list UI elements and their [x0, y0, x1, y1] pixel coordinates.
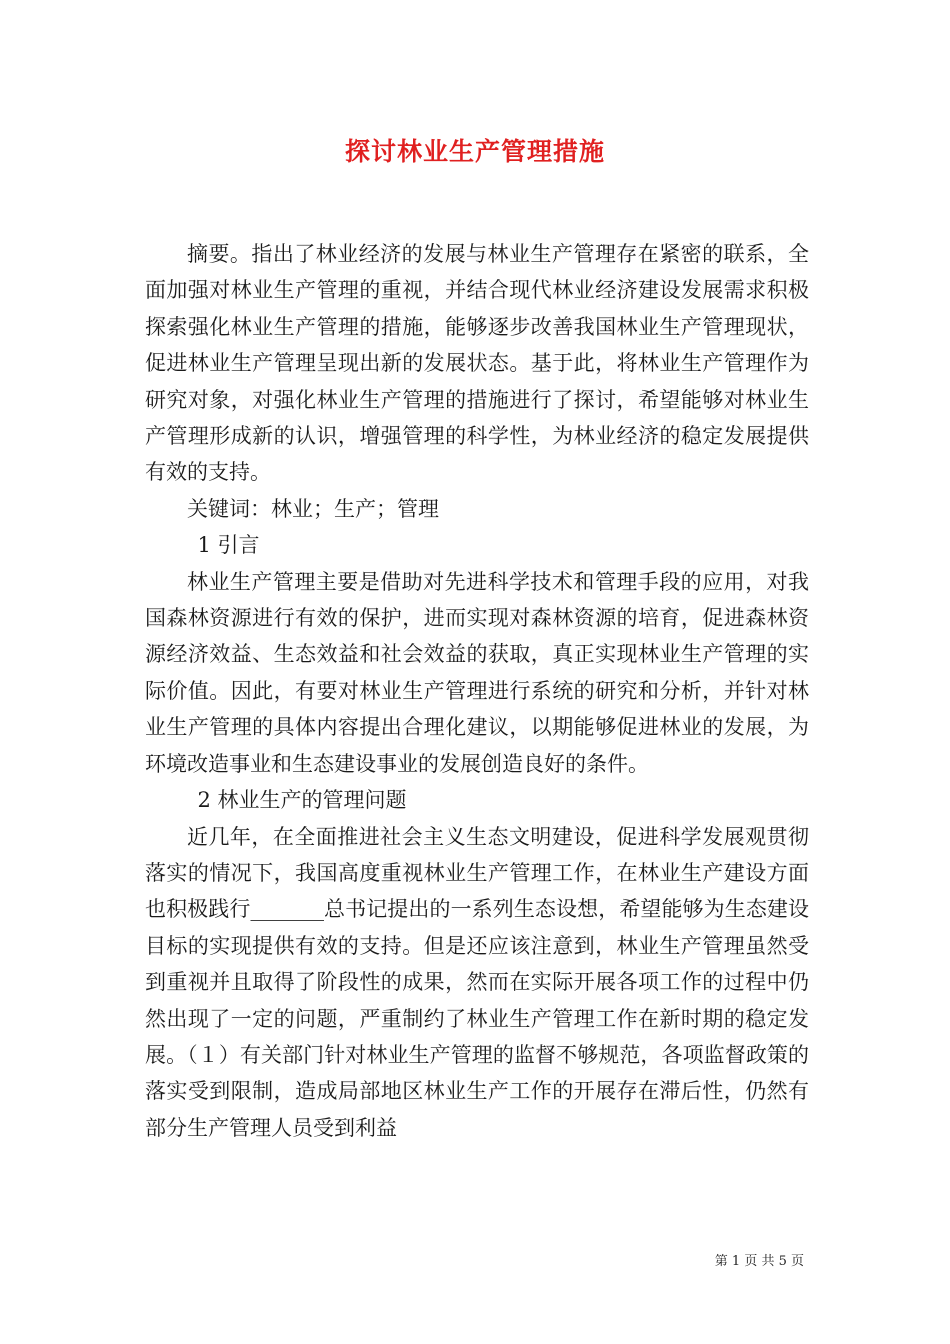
intro-paragraph: 林业生产管理主要是借助对先进科学技术和管理手段的应用，对我国森林资源进行有效的保护，进而实现对森林资源的培育，促进森林资源经济效益、生态效益和社会效益的获取，真正实现林业生产管理的实际价值。因此，有要对林业生产管理进行系统的研究和分析，并针对林业生产管理的具体内容提出合理化建议，以期能够促进林业的发展，为环境改造事业和生态建设事业的发展创造良好的条件。 — [145, 569, 809, 776]
page-number-footer: 第 1 页 共 5 页 — [714, 1254, 804, 1269]
document-title: 探讨林业生产管理措施 — [344, 137, 605, 166]
keywords-paragraph: 关键词：林业；生产；管理 — [187, 496, 439, 521]
document-body — [145, 236, 809, 1146]
section-heading-intro: 1 引言 — [197, 533, 260, 558]
abstract-paragraph: 摘要。指出了林业经济的发展与林业生产管理存在紧密的联系，全面加强对林业生产管理的重视，并结合现代林业经济建设发展需求积极探索强化林业生产管理的措施，能够逐步改善我国林业生产管理现状，促进林业生产管理呈现出新的发展状态。基于此，将林业生产管理作为研究对象，对强化林业生产管理的措施进行了探讨，希望能够对林业生产管理形成新的认识，增强管理的科学性，为林业经济的稳定发展提供有效的支持。 — [145, 242, 809, 485]
section-heading-problems: 2 林业生产的管理问题 — [197, 788, 407, 813]
problems-paragraph: 近几年，在全面推进社会主义生态文明建设，促进科学发展观贯彻落实的情况下，我国高度重视林业生产管理工作，在林业生产建设方面也积极践行_______总书记提出的一系列生态设想，希望能够为生态建设目标的实现提供有效的支持。但是还应该注意到，林业生产管理虽然受到重视并且取得了阶段性的成果，然而在实际开展各项工作的过程中仍然出现了一定的问题，严重制约了林业生产管理工作在新时期的稳定发展。（１）有关部门针对林业生产管理的监督不够规范，各项监督政策的落实受到限制，造成局部地区林业生产工作的开展存在滞后性，仍然有部分生产管理人员受到利益 — [145, 824, 809, 1140]
